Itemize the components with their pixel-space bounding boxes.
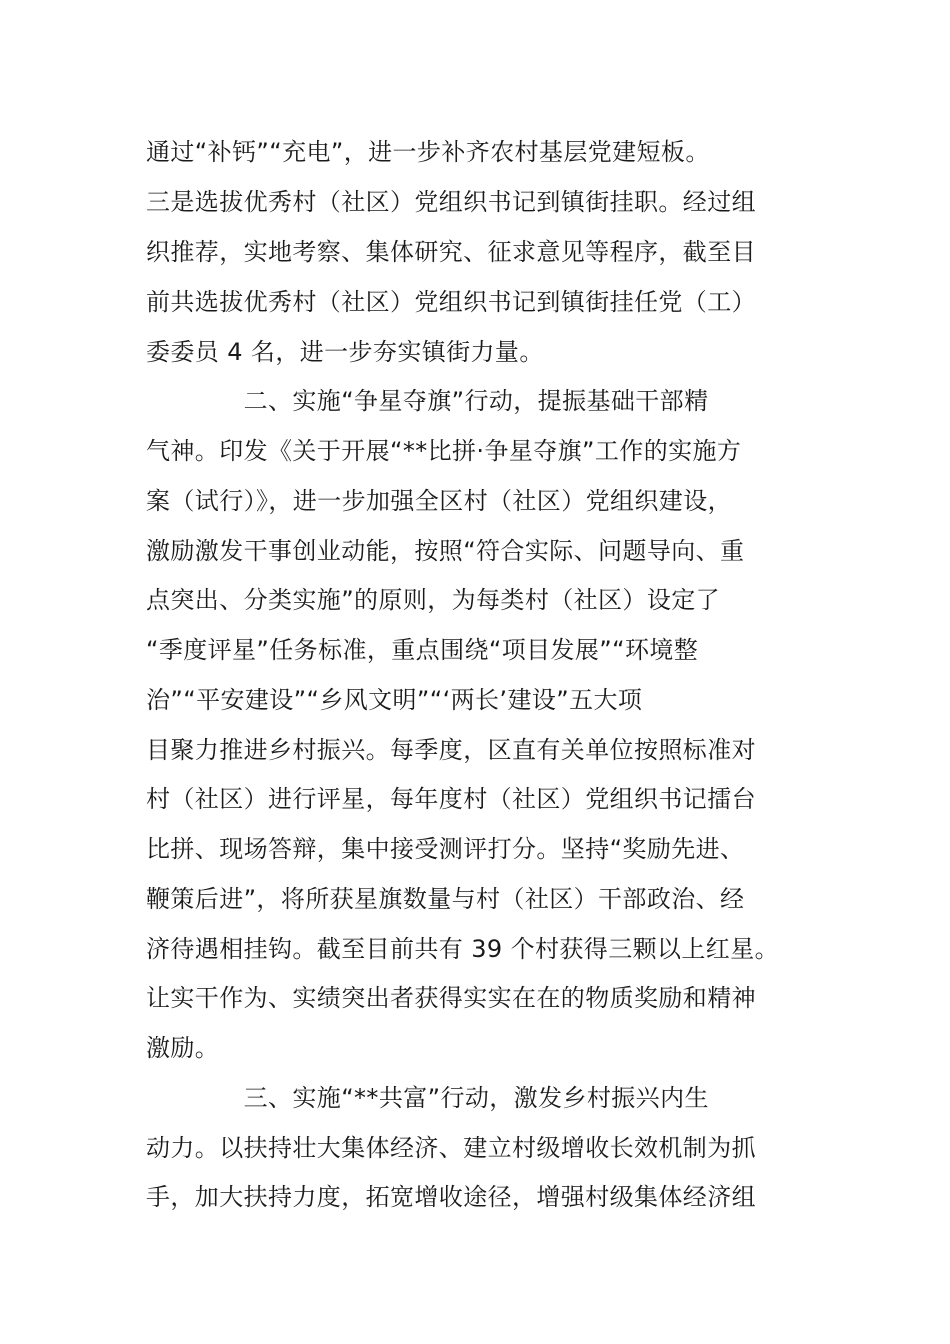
- text-line: 村（社区）进行评星，每年度村（社区）党组织书记擂台: [146, 785, 756, 813]
- text-line: 动力。以扶持壮大集体经济、建立村级增收长效机制为抓: [146, 1134, 756, 1162]
- text-line: 济待遇相挂钩。截至目前共有 39 个村获得三颗以上红星。: [146, 935, 779, 963]
- text-line: 气神。印发《关于开展“**比拼·争星夺旗”工作的实施方: [146, 437, 742, 465]
- text-line: 委委员 4 名，进一步夯实镇街力量。: [146, 338, 544, 366]
- text-line: 三是选拔优秀村（社区）党组织书记到镇街挂职。经过组: [146, 188, 756, 216]
- text-line: 激励激发干事创业动能，按照“符合实际、问题导向、重: [146, 537, 745, 565]
- text-line: 前共选拔优秀村（社区）党组织书记到镇街挂任党（工）: [146, 288, 756, 316]
- text-line: 手，加大扶持力度，拓宽增收途径，增强村级集体经济组: [146, 1183, 756, 1211]
- section-heading-line: 二、实施“争星夺旗”行动，提振基础干部精: [146, 387, 709, 415]
- text-line: 让实干作为、实绩突出者获得实实在在的物质奖励和精神: [146, 984, 756, 1012]
- text-line: 点突出、分类实施”的原则，为每类村（社区）设定了: [146, 586, 721, 614]
- text-line: 通过“补钙”“充电”，进一步补齐农村基层党建短板。: [146, 138, 710, 166]
- section-heading-line: 三、实施“**共富”行动，激发乡村振兴内生: [146, 1084, 709, 1112]
- text-line: 治”“平安建设”“乡风文明”“‘两长’建设”五大项: [146, 686, 643, 714]
- text-line: 案（试行）》，进一步加强全区村（社区）党组织建设，: [146, 487, 732, 515]
- text-line: 鞭策后进”，将所获星旗数量与村（社区）干部政治、经: [146, 885, 745, 913]
- text-line: 织推荐，实地考察、集体研究、征求意见等程序，截至目: [146, 238, 756, 266]
- text-line: 目聚力推进乡村振兴。每季度，区直有关单位按照标准对: [146, 736, 756, 764]
- text-line: 激励。: [146, 1034, 220, 1062]
- text-line: “季度评星”任务标准，重点围绕“项目发展”“环境整: [146, 636, 699, 664]
- text-line: 比拼、现场答辩，集中接受测评打分。坚持“奖励先进、: [146, 835, 745, 863]
